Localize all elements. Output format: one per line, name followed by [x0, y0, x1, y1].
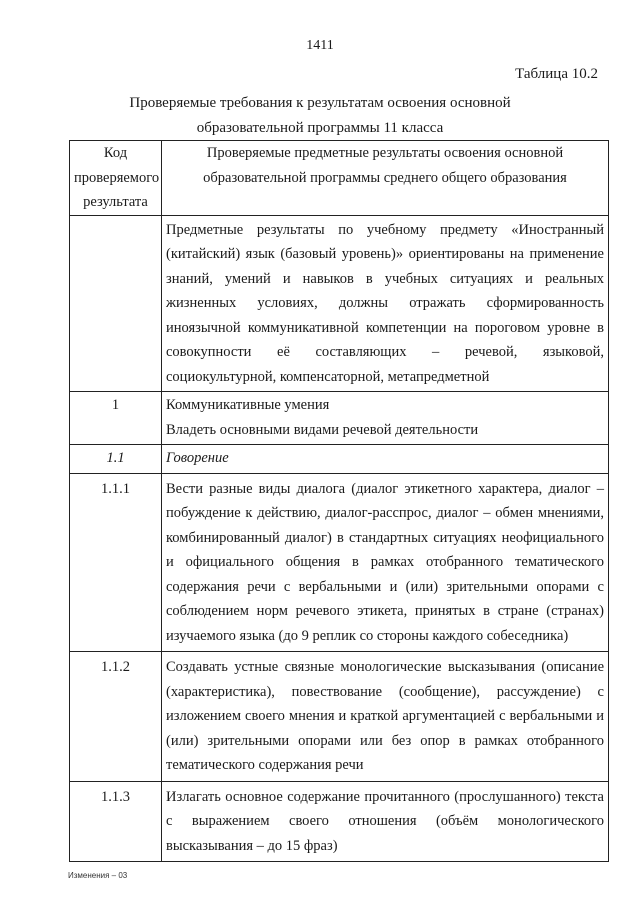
- table-row-1-1: [70, 445, 609, 474]
- header-code-line-2: проверяемого: [74, 169, 160, 186]
- table-title: [0, 91, 640, 141]
- row-text: Излагать основное содержание прочитанного (прослушанного) текста с выражением своего отношения (объём монологического высказывания – до 15 фраз): [162, 781, 609, 862]
- table-row-intro: [70, 215, 609, 392]
- row-code: 1.1: [70, 445, 162, 474]
- footer-note: Изменения – 03: [68, 871, 128, 880]
- table-row-1-1-1: [70, 473, 609, 652]
- table-label: Таблица 10.2: [515, 66, 598, 82]
- row-code: 1.1.2: [70, 652, 162, 782]
- row-code: 1.1.1: [70, 473, 162, 652]
- row-code: 1.1.3: [70, 781, 162, 862]
- table-row-1-1-2: [70, 652, 609, 782]
- row-text-line-2: Владеть основными видами речевой деятельности: [166, 421, 479, 438]
- header-code-line-1: Код: [103, 145, 128, 161]
- page-number: 1411: [306, 38, 334, 53]
- table-title-line-1: Проверяемые требования к результатам освоения основной: [129, 95, 511, 111]
- table-title-line-2: образовательной программы 11 класса: [196, 120, 444, 136]
- header-results-cell: [162, 141, 609, 216]
- row-text: Вести разные виды диалога (диалог этикетного характера, диалог – побуждение к действию, диалог-расспрос, диалог – обмен мнениями, комбинированный диалог) в стандартных ситуациях неофициального и официального общения в рамках отобранного тематического содержания речи с вербальными и (или) зрительными опорами с соблюдением норм речевого этикета, принятых в стране (странах) изучаемого языка (до 9 реплик со стороны каждого собеседника): [162, 473, 609, 652]
- requirements-table: [69, 140, 609, 862]
- header-results-line-2: образовательной программы среднего общего образования: [203, 169, 567, 186]
- row-text: [162, 392, 609, 445]
- row-text: Говорение: [162, 445, 609, 474]
- table-row-1-1-3: [70, 781, 609, 862]
- header-results-line-1: Проверяемые предметные результаты освоения основной: [206, 145, 564, 161]
- header-code-cell: [70, 141, 162, 216]
- row-code: [70, 215, 162, 392]
- header-code-line-3: результата: [83, 194, 148, 210]
- row-code: 1: [70, 392, 162, 445]
- row-text: Создавать устные связные монологические высказывания (описание (характеристика), повествование (сообщение), рассуждение) с изложением своего мнения и краткой аргументацией с вербальными и (или) зрительными опорами или без опор в рамках отобранного тематического содержания речи: [162, 652, 609, 782]
- row-text-line-1: Коммуникативные умения: [166, 397, 330, 413]
- table-header-row: [70, 141, 609, 216]
- table-row-1: [70, 392, 609, 445]
- row-text: Предметные результаты по учебному предмету «Иностранный (китайский) язык (базовый уровень)» ориентированы на применение знаний, умений и навыков в учебных ситуациях и реальных жизненных условиях, должны отражать сформированность иноязычной коммуникативной компетенции на пороговом уровне в совокупности её составляющих – речевой, языковой, социокультурной, компенсаторной, метапредметной: [162, 215, 609, 392]
